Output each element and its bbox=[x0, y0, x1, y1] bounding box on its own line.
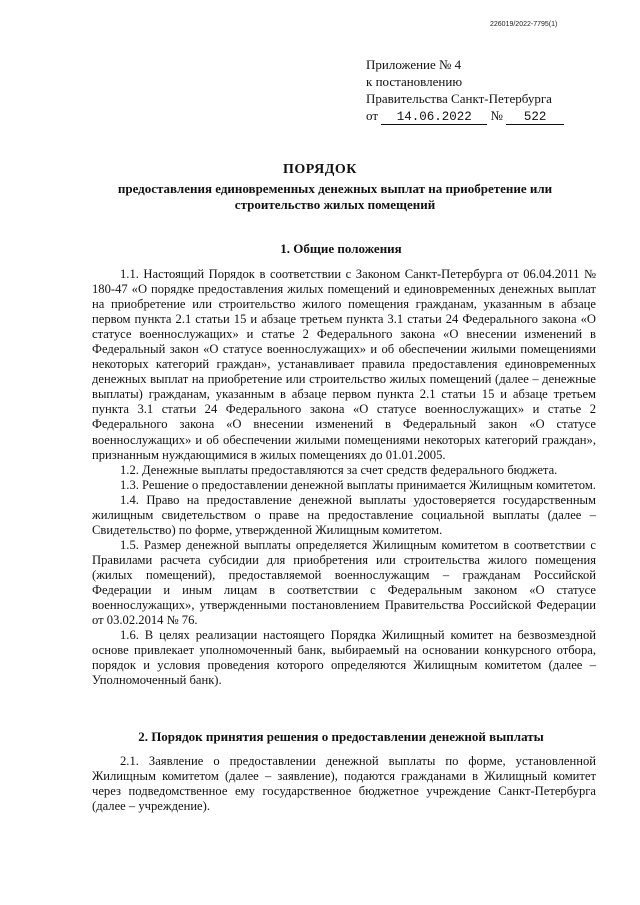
document-subtitle: предоставления единовременных денежных выплат на приобретение или строительство жилых помещений bbox=[117, 181, 553, 212]
paragraph-1-5: 1.5. Размер денежной выплаты определяется Жилищным комитетом в соответствии с Правилами расчета субсидии для приобретения или строительства жилого помещения (жилых помещений), предоставляемой военнослужащим – гражданам Российской Федерации и иным лицам в соответствии с Федеральным законом «О статусе военнослужащих», утвержденными постановлением Правительства Российской Федерации от 03.02.2014 № 76. bbox=[92, 537, 596, 628]
annex-line-2: к постановлению bbox=[366, 74, 463, 89]
paragraph-2-1: 2.1. Заявление о предоставлении денежной выплаты по форме, установленной Жилищным комитетом (далее – заявление), подаются гражданами в Жилищный комитет через подведомственное ему государственное бюджетное учреждение Санкт-Петербурга (далее – учреждение). bbox=[92, 754, 596, 814]
paragraph-1-4: 1.4. Право на предоставление денежной выплаты удостоверяется государственным жилищным свидетельством о праве на предоставление социальной выплаты (далее – Свидетельство) по форме, утвержденной Жилищным комитетом. bbox=[92, 492, 596, 537]
annex-date: 14.06.2022 bbox=[381, 110, 487, 125]
paragraph-1-2: 1.2. Денежные выплаты предоставляются за счет средств федерального бюджета. bbox=[120, 462, 558, 477]
annex-line-3: Правительства Санкт-Петербурга bbox=[366, 91, 552, 106]
document-number: 226019/2022-7795(1) bbox=[490, 21, 558, 28]
paragraph-1-6: 1.6. В целях реализации настоящего Порядка Жилищный комитет на безвозмездной основе привлекает уполномоченный банк, выбираемый на основании конкурсного отбора, порядок и условия проведения которого определяются Жилищным комитетом (далее – Уполномоченный банк). bbox=[92, 628, 596, 688]
number-prefix: № bbox=[490, 108, 503, 123]
section-1-body bbox=[92, 267, 596, 688]
section-1-heading: 1. Общие положения bbox=[280, 241, 402, 256]
section-2-body bbox=[92, 754, 596, 814]
document-title: ПОРЯДОК bbox=[283, 162, 357, 177]
annex-line-1: Приложение № 4 bbox=[366, 57, 462, 72]
section-2-heading: 2. Порядок принятия решения о предоставлении денежной выплаты bbox=[138, 729, 544, 744]
paragraph-1-3: 1.3. Решение о предоставлении денежной выплаты принимается Жилищным комитетом. bbox=[120, 477, 596, 492]
annex-number: 522 bbox=[506, 110, 564, 125]
date-prefix: от bbox=[366, 108, 379, 123]
paragraph-1-1: 1.1. Настоящий Порядок в соответствии с Законом Санкт-Петербурга от 06.04.2011 № 180-47 «О порядке предоставления жилых помещений и единовременных денежных выплат на приобретение или строительство жилого помещения гражданам, указанным в абзаце первом пункта 2.1 статьи 15 и абзаце третьем пункта 3.1 статьи 24 Федерального закона «О статусе военнослужащих» и статье 2 Федерального закона «О внесении изменений в Федеральный закон «О статусе военнослужащих» и об обеспечении жилыми помещениями некоторых категорий граждан», устанавливает правила предоставления единовременных денежных выплат на приобретение или строительство жилых помещений (далее – денежные выплаты) гражданам, указанным в абзаце первом пункта 2.1 статьи 15 и абзаце третьем пункта 3.1 статьи 24 Федерального закона «О статусе военнослужащих» и статье 2 Федерального закона «О внесении изменений в Федеральный закон «О статусе военнослужащих» и об обеспечении жилыми помещениями некоторых категорий граждан», признанным нуждающимися в жилых помещениях до 01.01.2005. bbox=[92, 267, 596, 462]
annex-block bbox=[366, 56, 564, 125]
annex-date-line bbox=[366, 107, 564, 125]
